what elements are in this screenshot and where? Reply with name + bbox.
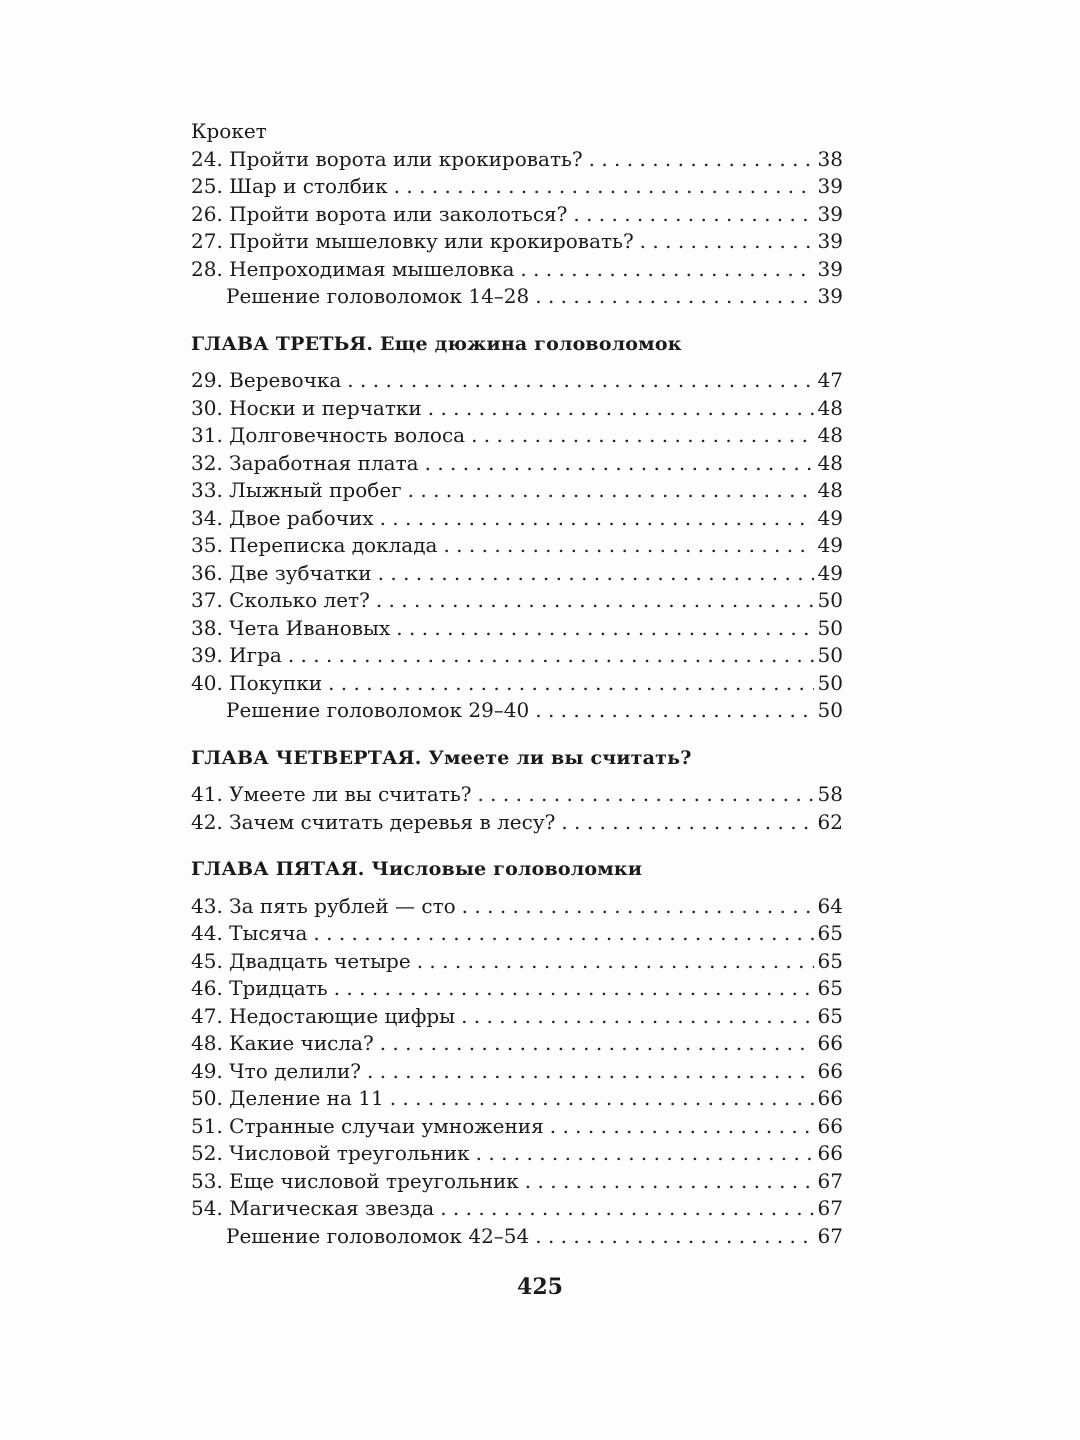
toc-entry-page: 48 (817, 423, 843, 447)
dot-leader (417, 948, 814, 976)
toc-entry[interactable] (191, 1195, 843, 1223)
dot-leader (367, 1058, 814, 1086)
dot-leader (334, 975, 814, 1003)
toc-entry-title: 39. Игра (191, 643, 282, 667)
dot-leader (440, 1195, 813, 1223)
toc-list-chapter-4 (191, 781, 843, 836)
toc-entry-page: 39 (817, 256, 843, 281)
toc-entry-title: 41. Умеете ли вы считать? (191, 782, 472, 806)
page-number: 425 (517, 1274, 563, 1300)
dot-leader (313, 920, 813, 948)
toc-entry-title: Решение головоломок 42–54 (226, 1223, 530, 1248)
toc-entry-page: 67 (817, 1223, 843, 1248)
toc-entry-page: 39 (817, 229, 843, 253)
toc-entry-page: 64 (817, 893, 843, 918)
dot-leader (476, 1140, 814, 1168)
toc-entry-title: 30. Носки и перчатки (191, 395, 422, 420)
toc-entry-title: 46. Тридцать (191, 976, 328, 1000)
toc-entry[interactable] (191, 948, 843, 976)
toc-entry-page: 47 (817, 368, 843, 392)
toc-entry-title: 52. Числовой треугольник (191, 1141, 470, 1165)
toc-entry[interactable] (191, 670, 843, 698)
toc-entry-title: 38. Чета Ивановых (191, 615, 391, 640)
toc-list-chapter-3 (191, 367, 843, 725)
toc-entry-page: 66 (817, 1031, 843, 1055)
toc-entry-page: 65 (817, 948, 843, 973)
toc-entry-title: 35. Переписка доклада (191, 533, 438, 557)
toc-entry-page: 66 (817, 1058, 843, 1083)
toc-entry[interactable] (191, 228, 843, 256)
toc-entry-title: Решение головоломок 14–28 (226, 284, 530, 308)
toc-entry[interactable] (191, 1113, 843, 1141)
dot-leader (394, 173, 814, 201)
chapter-heading-5[interactable]: ГЛАВА ПЯТАЯ. Числовые головоломки (191, 858, 643, 880)
toc-entry-title: Решение головоломок 29–40 (226, 698, 530, 722)
toc-entry-title: 27. Пройти мышеловку или крокировать? (191, 229, 634, 253)
toc-entry[interactable] (191, 256, 843, 284)
dot-leader (376, 587, 814, 615)
toc-entry-page: 66 (817, 1113, 843, 1138)
toc-entry-page: 48 (817, 478, 843, 502)
toc-list-chapter-5 (191, 893, 843, 1251)
dot-leader (425, 450, 814, 478)
section-label-kroket: Крокет (191, 119, 267, 143)
toc-entry[interactable] (191, 975, 843, 1003)
dot-leader (347, 367, 813, 395)
toc-entry[interactable] (191, 201, 843, 229)
toc-entry[interactable] (191, 809, 843, 837)
toc-entry-title: 50. Деление на 11 (191, 1086, 384, 1110)
dot-leader (573, 201, 813, 229)
toc-entry[interactable] (191, 642, 843, 670)
toc-entry[interactable] (191, 920, 843, 948)
dot-leader (380, 505, 814, 533)
dot-leader (428, 395, 814, 423)
dot-leader (396, 615, 813, 643)
chapter-heading-4[interactable]: ГЛАВА ЧЕТВЕРТАЯ. Умеете ли вы считать? (191, 746, 692, 769)
toc-entry-page: 62 (817, 809, 843, 834)
toc-entry-page: 38 (817, 146, 843, 171)
toc-entry[interactable] (191, 173, 843, 201)
toc-entry[interactable] (191, 1058, 843, 1086)
toc-entry-page: 58 (817, 782, 843, 806)
toc-entry-title: 43. За пять рублей — сто (191, 893, 456, 918)
toc-entry[interactable] (191, 367, 843, 395)
dot-leader (535, 697, 813, 725)
toc-entry-title: 51. Странные случаи умножения (191, 1113, 544, 1138)
dot-leader (462, 893, 814, 921)
dot-leader (408, 477, 814, 505)
dot-leader (471, 422, 813, 450)
toc-entry-title: 40. Покупки (191, 670, 323, 695)
dot-leader (380, 1030, 814, 1058)
toc-entry-solutions[interactable] (191, 1223, 843, 1251)
toc-entry-title: 47. Недостающие цифры (191, 1003, 456, 1028)
dot-leader (535, 1223, 813, 1251)
toc-entry-solutions[interactable] (191, 283, 843, 311)
dot-leader (461, 1003, 813, 1031)
toc-entry-title: 37. Сколько лет? (191, 588, 370, 612)
toc-entry-title: 48. Какие числа? (191, 1031, 374, 1055)
dot-leader (561, 809, 813, 837)
toc-entry-page: 48 (817, 395, 843, 420)
toc-entry[interactable] (191, 1030, 843, 1058)
toc-entry-page: 67 (817, 1196, 843, 1220)
dot-leader (477, 781, 813, 809)
toc-entry-page: 49 (817, 505, 843, 530)
toc-entry-title: 28. Непроходимая мышеловка (191, 256, 515, 281)
toc-entry[interactable] (191, 615, 843, 643)
toc-entry-page: 50 (817, 588, 843, 612)
dot-leader (589, 146, 814, 174)
table-of-contents (191, 118, 843, 1250)
toc-entry-page: 65 (817, 1003, 843, 1028)
toc-entry-solutions[interactable] (191, 697, 843, 725)
toc-entry-title: 45. Двадцать четыре (191, 948, 411, 973)
toc-entry[interactable] (191, 1003, 843, 1031)
toc-entry[interactable] (191, 587, 843, 615)
toc-entry-title: 36. Две зубчатки (191, 560, 372, 585)
toc-entry-title: 54. Магическая звезда (191, 1196, 435, 1220)
toc-entry-title: 24. Пройти ворота или крокировать? (191, 146, 583, 171)
toc-entry-title: 29. Веревочка (191, 368, 342, 392)
toc-entry[interactable] (191, 477, 843, 505)
toc-entry-page: 50 (817, 670, 843, 695)
toc-entry-title: 34. Двое рабочих (191, 505, 374, 530)
toc-entry-title: 42. Зачем считать деревья в лесу? (191, 809, 556, 834)
toc-entry[interactable] (191, 395, 843, 423)
toc-entry[interactable] (191, 781, 843, 809)
toc-entry-title: 44. Тысяча (191, 921, 308, 945)
toc-entry[interactable] (191, 422, 843, 450)
toc-entry-page: 50 (817, 643, 843, 667)
dot-leader (520, 256, 813, 284)
toc-entry[interactable] (191, 532, 843, 560)
toc-entry-page: 49 (817, 560, 843, 585)
dot-leader (328, 670, 813, 698)
toc-entry-title: 32. Заработная плата (191, 450, 419, 475)
dot-leader (640, 228, 814, 256)
toc-entry-page: 50 (817, 615, 843, 640)
dot-leader (535, 283, 813, 311)
chapter-heading-3[interactable]: ГЛАВА ТРЕТЬЯ. Еще дюжина головоломок (191, 332, 682, 355)
dot-leader (378, 560, 814, 588)
toc-entry[interactable] (191, 560, 843, 588)
dot-leader (525, 1168, 814, 1196)
toc-entry-page: 50 (817, 698, 843, 722)
toc-entry-page: 49 (817, 533, 843, 557)
dot-leader (390, 1085, 814, 1113)
toc-entry-title: 31. Долговечность волоса (191, 423, 466, 447)
toc-entry[interactable] (191, 505, 843, 533)
toc-entry-title: 26. Пройти ворота или заколоться? (191, 201, 568, 226)
dot-leader (550, 1113, 814, 1141)
toc-entry[interactable] (191, 1140, 843, 1168)
toc-entry[interactable] (191, 893, 843, 921)
toc-entry-page: 66 (817, 1141, 843, 1165)
toc-entry-page: 39 (817, 284, 843, 308)
toc-entry-page: 66 (817, 1086, 843, 1110)
toc-entry-page: 48 (817, 450, 843, 475)
toc-entry-page: 39 (817, 174, 843, 198)
dot-leader (288, 642, 814, 670)
toc-entry[interactable] (191, 1168, 843, 1196)
toc-entry-title: 53. Еще числовой треугольник (191, 1168, 519, 1193)
toc-entry-page: 65 (817, 976, 843, 1000)
toc-entry-page: 65 (817, 921, 843, 945)
toc-entry-page: 39 (817, 201, 843, 226)
toc-entry-title: 25. Шар и столбик (191, 174, 388, 198)
toc-list-kroket (191, 146, 843, 311)
toc-entry-title: 49. Что делили? (191, 1058, 362, 1083)
toc-entry-page: 67 (817, 1168, 843, 1193)
toc-entry-title: 33. Лыжный пробег (191, 478, 402, 502)
dot-leader (443, 532, 813, 560)
toc-entry[interactable] (191, 450, 843, 478)
toc-entry[interactable] (191, 146, 843, 174)
toc-entry[interactable] (191, 1085, 843, 1113)
